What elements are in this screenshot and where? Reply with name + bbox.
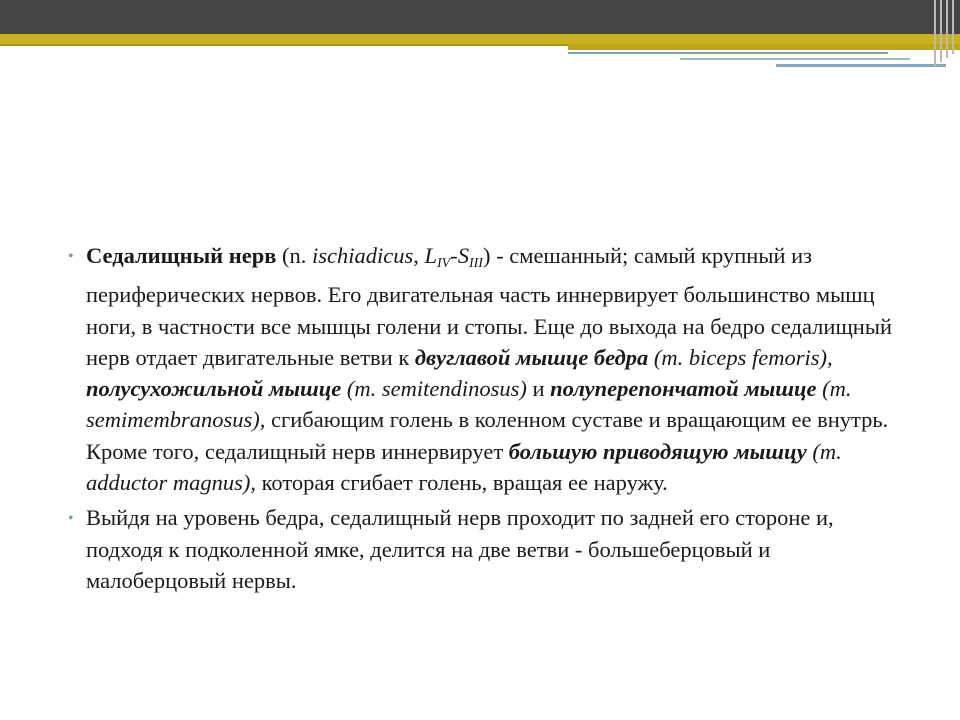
bullet-text: Выйдя на уровень бедра, седалищный нерв проходит по задней его стороне и, подходя к подколенной ямке, делится на две ветви - большеберцовый и малоберцовый нервы. [86, 505, 834, 593]
term-semimembranosus: полуперепончатой мышце [550, 376, 817, 402]
header-dark-band [0, 0, 960, 34]
latin-term: (m. semitendinosus) [341, 376, 527, 402]
bullet-item [68, 502, 898, 596]
slide-header-decoration [0, 0, 960, 80]
slide-body [68, 240, 898, 600]
text-segment: (n. [276, 243, 312, 268]
latin-term: (m. adductor magnus), [86, 438, 842, 496]
term-adductor-magnus: большую приводящую мышцу [508, 438, 807, 464]
latin-term: (m. biceps femoris), [648, 344, 833, 370]
subscript: III [468, 256, 483, 271]
bullet-dot-icon: • [68, 510, 74, 528]
latin-term: -S [450, 243, 469, 268]
term-biceps-femoris: двуглавой мышце бедра [414, 344, 649, 370]
latin-term: (m. semimembranosus), [86, 376, 852, 433]
text-segment: сгибающим голень в коленном суставе и вращающим ее внутрь. Кроме того, седалищный нерв иннервирует [86, 407, 889, 464]
header-blue-line [680, 58, 910, 60]
header-gold-band [0, 34, 960, 44]
bullet-list [68, 240, 898, 596]
header-gold-underline [0, 44, 568, 46]
term-sciatic-nerve: Седалищный нерв [86, 243, 277, 268]
header-blue-line [568, 52, 888, 54]
text-segment: и [526, 376, 551, 402]
header-gold-step [568, 44, 960, 50]
latin-term: ischiadicus, L [312, 243, 438, 268]
header-blue-line [776, 64, 946, 67]
subscript: IV [437, 256, 451, 271]
bullet-dot-icon: • [68, 248, 74, 265]
text-segment: которая сгибает голень, вращая ее наружу. [256, 470, 668, 496]
text-segment: ) - смешанный; самый крупный из периферических нервов. Его двигательная часть иннервирует большинство мышц ноги, в частности все мышцы голени и стопы. Еще до выхода на бедро седалищный нерв отдает двигательные ветви к [86, 243, 892, 370]
bullet-item [68, 240, 898, 498]
header-vertical-lines [930, 0, 960, 70]
term-semitendinosus: полусухожильной мышце [86, 376, 342, 402]
